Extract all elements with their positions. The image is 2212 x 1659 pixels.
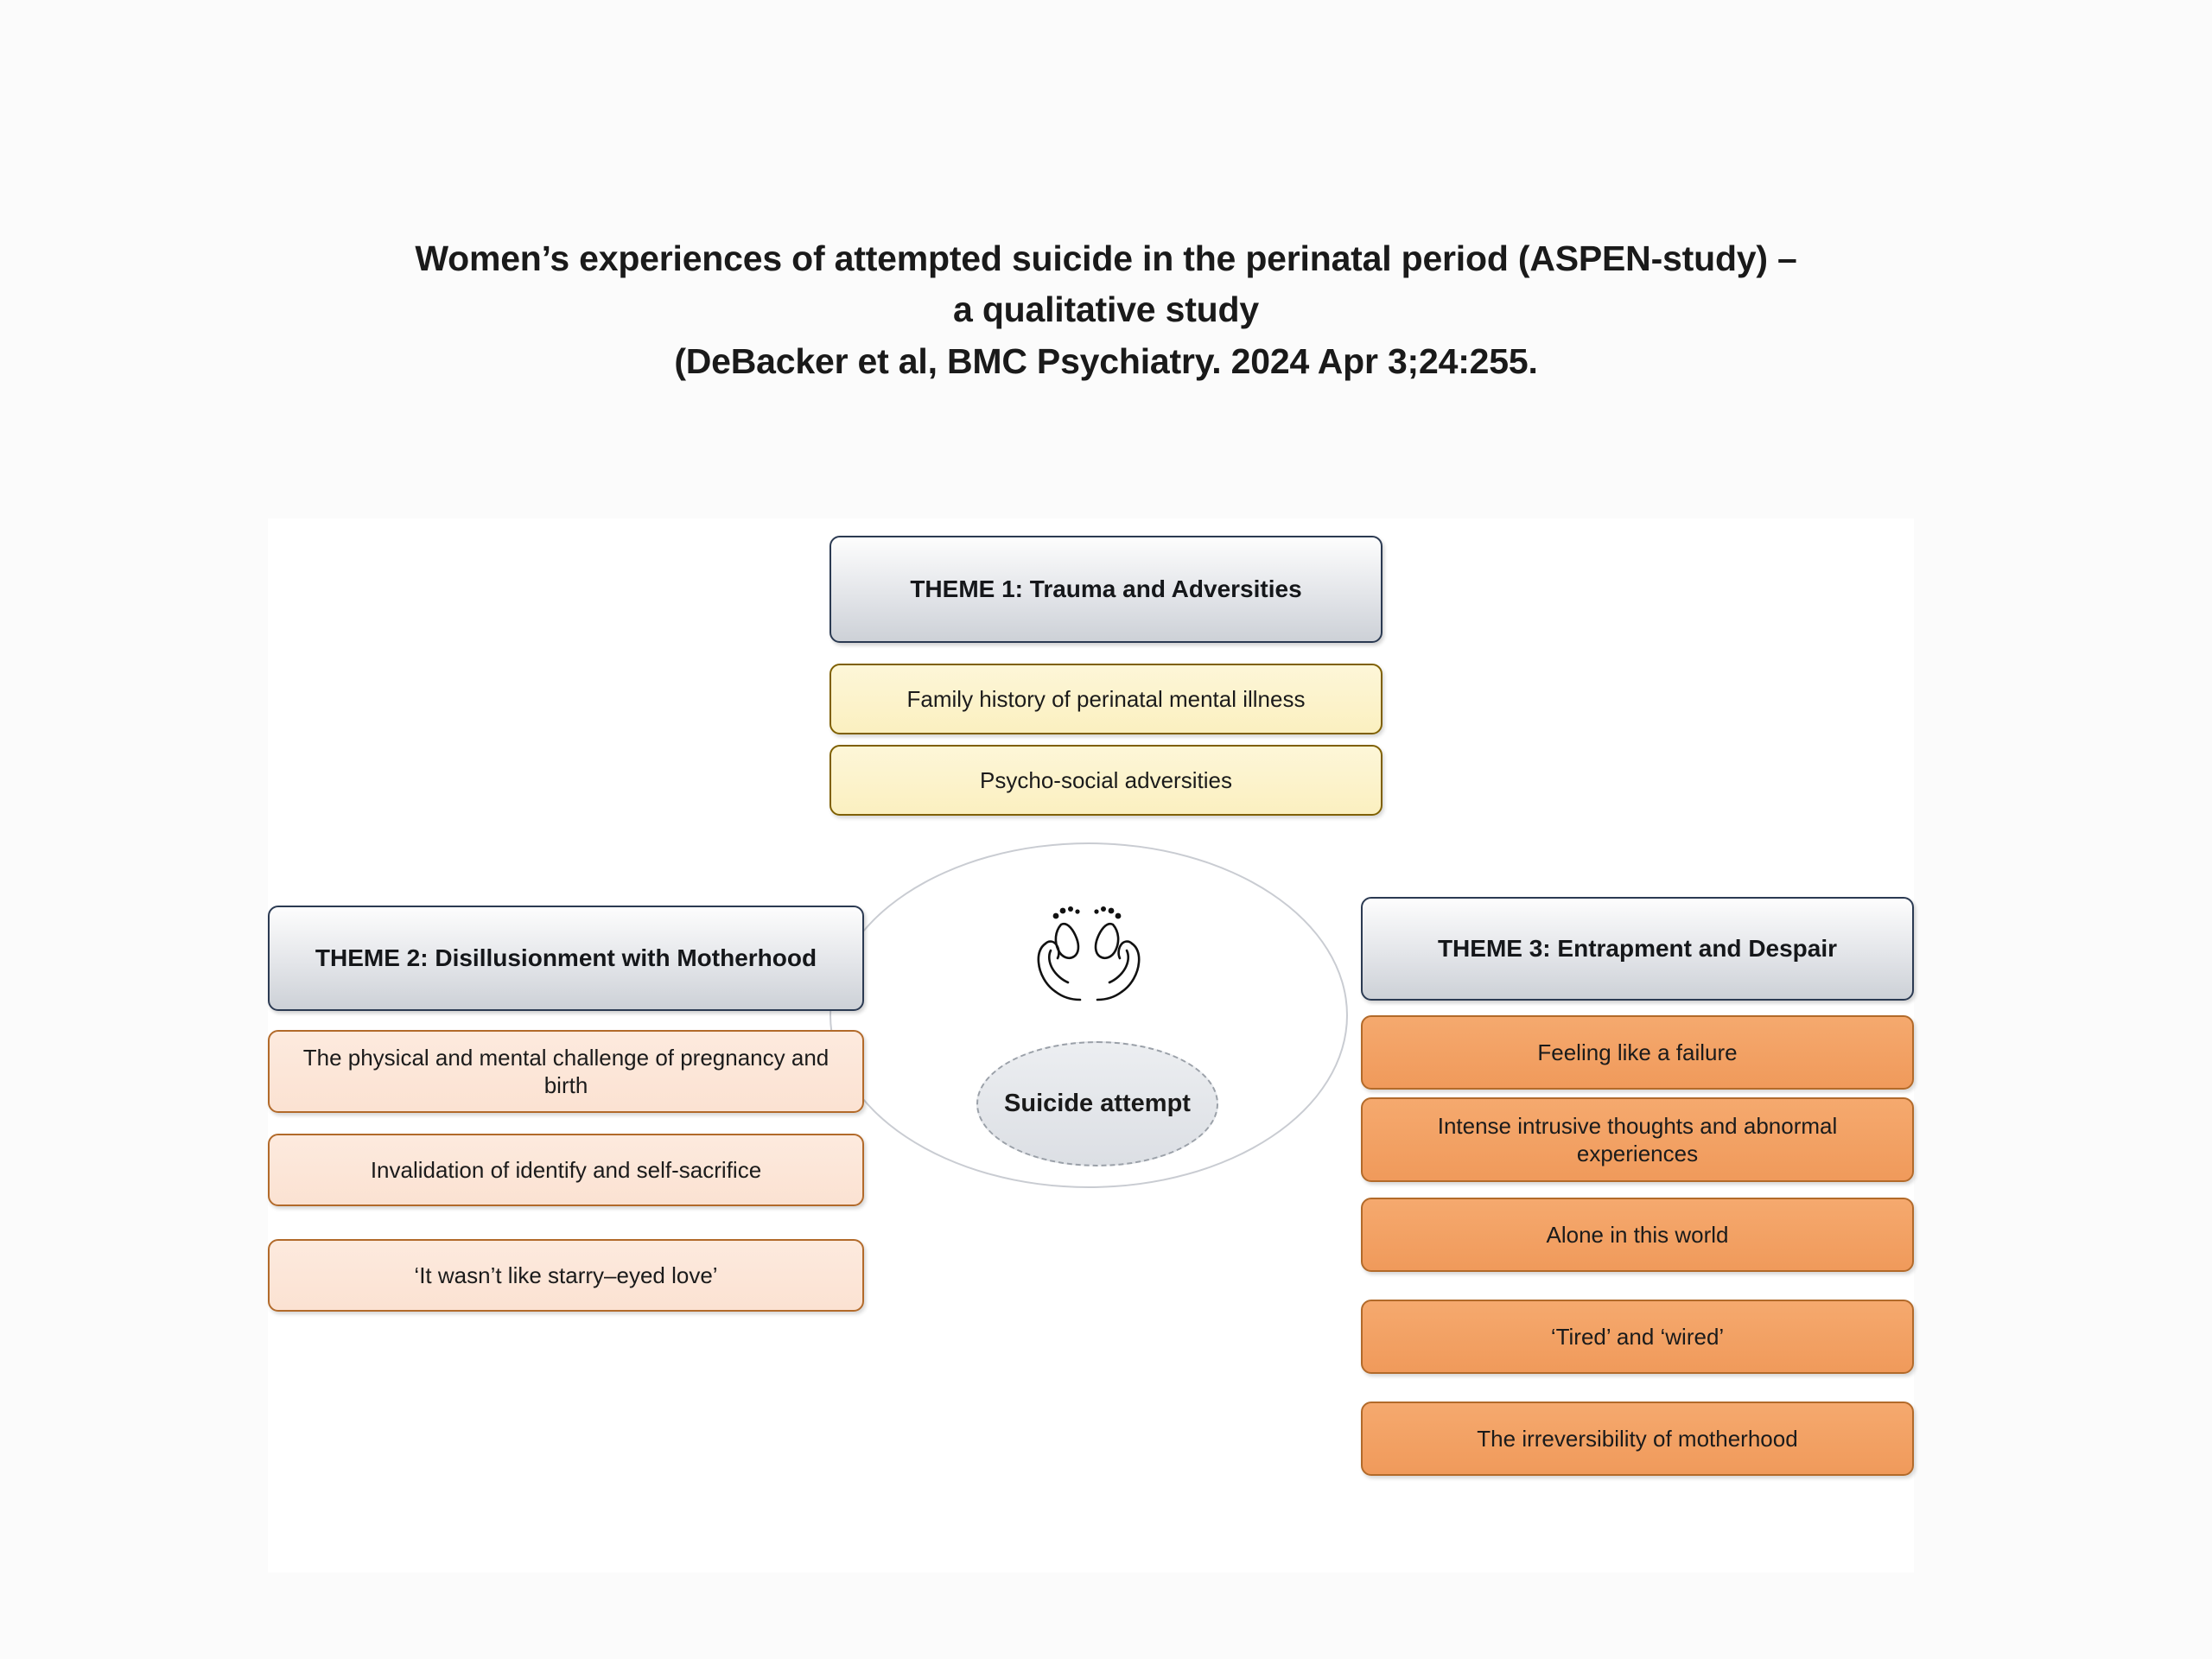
theme-3-item-1-label: Feeling like a failure [1537,1039,1738,1065]
theme-1-header-label: THEME 1: Trauma and Adversities [910,575,1302,602]
theme-3-item-2-label: Intense intrusive thoughts and abnormal experiences [1437,1112,1838,1166]
theme-3-header[interactable] [1361,897,1914,1001]
theme-2-item-3-label: ‘It wasn’t like starry–eyed love’ [414,1262,718,1288]
theme-1-item-1-label: Family history of perinatal mental illness [906,685,1306,712]
theme-3-item-2[interactable] [1361,1097,1914,1182]
title-line-2: a qualitative study [953,289,1259,330]
theme-2-item-2[interactable] [268,1134,864,1206]
theme-3-header-label: THEME 3: Entrapment and Despair [1437,934,1838,962]
hands-holding-baby-feet-icon [1011,890,1166,1011]
theme-3-item-5-label: The irreversibility of motherhood [1477,1425,1798,1452]
theme-1-item-2[interactable] [830,745,1382,816]
theme-2-header-label: THEME 2: Disillusionment with Motherhood [315,944,817,971]
theme-2-item-3[interactable] [268,1239,864,1312]
theme-3-item-4[interactable] [1361,1300,1914,1374]
theme-3-item-4-label: ‘Tired’ and ‘wired’ [1550,1323,1725,1350]
theme-1-item-2-label: Psycho-social adversities [980,766,1232,793]
theme-1-item-1[interactable] [830,664,1382,734]
title-line-1: Women’s experiences of attempted suicide in the perinatal period (ASPEN-study) – [415,238,1797,278]
theme-diagram [268,518,1914,1573]
theme-2-item-1[interactable] [268,1030,864,1113]
title-line-3: (DeBacker et al, BMC Psychiatry. 2024 Apr 3;24:255. [674,340,1538,381]
theme-2-item-1-label: The physical and mental challenge of pregnancy and birth [302,1044,830,1098]
theme-2-item-2-label: Invalidation of identify and self-sacrifice [370,1156,762,1183]
theme-2-header[interactable] [268,906,864,1011]
page-title [0,233,2212,387]
theme-1-header[interactable] [830,536,1382,643]
theme-3-item-3-label: Alone in this world [1546,1221,1729,1248]
suicide-attempt-node [976,1041,1218,1166]
suicide-attempt-label: Suicide attempt [1004,1090,1191,1118]
theme-3-item-1[interactable] [1361,1015,1914,1090]
theme-3-item-5[interactable] [1361,1402,1914,1476]
theme-3-item-3[interactable] [1361,1198,1914,1272]
